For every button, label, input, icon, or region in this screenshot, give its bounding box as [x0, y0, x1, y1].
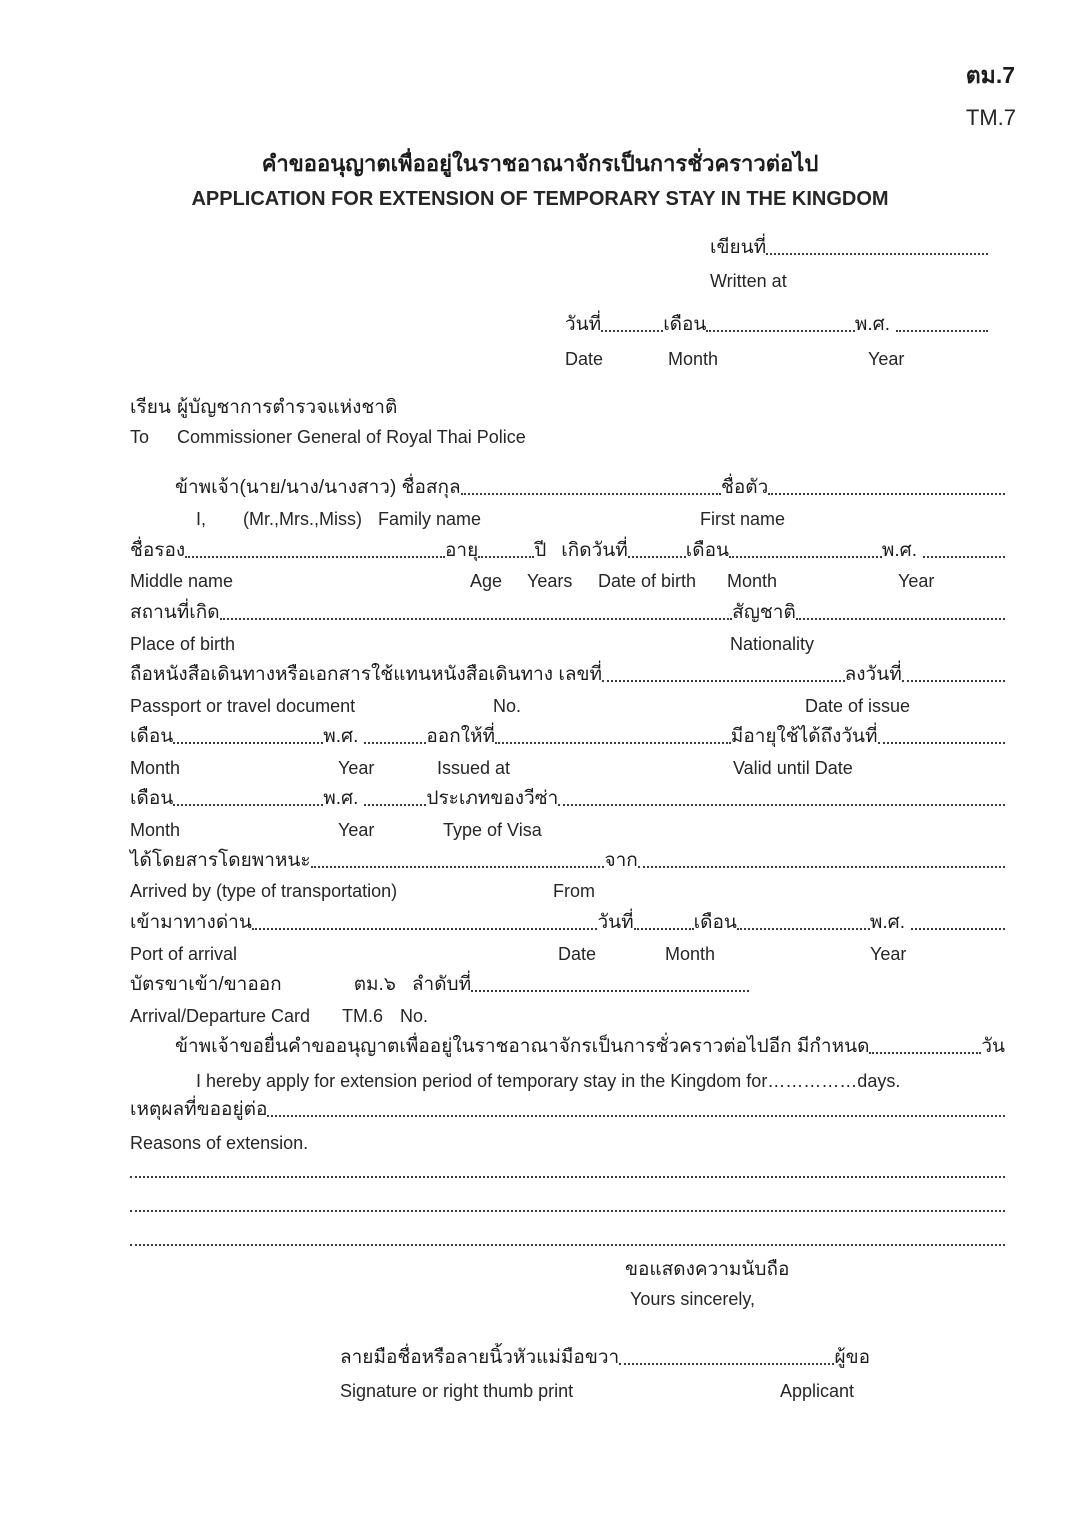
label-birth-month-en: Month [727, 571, 778, 591]
label-nationality-en: Nationality [730, 634, 815, 654]
label-years-th: ปี [534, 540, 547, 561]
label-commissioner-th: ผู้บัญชาการตำรวจแห่งชาติ [177, 397, 398, 418]
label-visa-year-th: พ.ศ. [323, 788, 359, 809]
label-reasons-th: เหตุผลที่ขออยู่ต่อ [130, 1099, 268, 1120]
middle-name-row [130, 540, 1005, 563]
label-first-name-en: First name [700, 509, 786, 529]
birth-year-field[interactable] [923, 556, 1005, 558]
label-arrived-by-th: ได้โดยสารโดยพาหนะ [130, 850, 311, 871]
label-card-no-en: No. [400, 1006, 429, 1026]
label-visa-month-th: เดือน [130, 788, 174, 809]
label-reasons-en: Reasons of extension. [130, 1133, 309, 1153]
label-family-name-en: Family name [378, 509, 482, 529]
label-passport-no-en: No. [493, 696, 522, 716]
issue-year-field[interactable] [364, 742, 426, 744]
issue-date-field[interactable] [902, 680, 1005, 682]
label-from-en: From [553, 881, 595, 901]
label-tm6-en: TM.6 [342, 1006, 384, 1026]
label-issue-month-th: เดือน [130, 726, 174, 747]
label-place-of-birth-th: สถานที่เกิด [130, 602, 220, 623]
arrival-month-field[interactable] [737, 928, 870, 930]
form-code-thai: ตม.7 [965, 62, 1015, 88]
label-arrival-year-th: พ.ศ. [869, 912, 905, 933]
birth-place-row [130, 602, 1005, 625]
label-arrival-date-en: Date [558, 944, 597, 964]
issued-at-field[interactable] [495, 742, 731, 744]
passport-no-field[interactable] [602, 680, 845, 682]
issue-month-field[interactable] [173, 742, 323, 744]
label-years-en: Years [527, 571, 573, 591]
label-i-en: I, [196, 509, 207, 529]
label-visa-type-en: Type of Visa [443, 820, 542, 840]
written-at-row [710, 237, 988, 260]
form-code-en: TM.7 [965, 105, 1016, 130]
nationality-field[interactable] [796, 618, 1005, 620]
label-issue-year-en: Year [338, 758, 375, 778]
label-signature-en: Signature or right thumb print [340, 1381, 574, 1401]
label-age-en: Age [470, 571, 503, 591]
family-name-field[interactable] [461, 493, 721, 495]
written-at-field[interactable] [766, 253, 988, 255]
label-age-th: อายุ [444, 540, 479, 561]
label-birth-year-en: Year [898, 571, 935, 591]
label-arrived-by-en: Arrived by (type of transportation) [130, 881, 398, 901]
passport-row [130, 664, 1005, 687]
label-birth-month-th: เดือน [685, 540, 730, 561]
label-issue-month-en: Month [130, 758, 181, 778]
label-arrival-month-en: Month [665, 944, 716, 964]
visa-type-field[interactable] [558, 804, 1005, 806]
label-issue-date-en: Date of issue [805, 696, 911, 716]
label-issued-at-th: ออกให้ที่ [426, 726, 496, 747]
label-visa-month-en: Month [130, 820, 181, 840]
label-visa-year-en: Year [338, 820, 375, 840]
reasons-line-3-field[interactable] [130, 1210, 1005, 1212]
label-arrival-date-th: วันที่ [597, 912, 634, 933]
apply-row [175, 1036, 1005, 1059]
date-row [565, 314, 988, 337]
label-date-en: Date [565, 349, 604, 369]
reasons-field[interactable] [267, 1115, 1005, 1117]
label-year-en: Year [868, 349, 905, 369]
arrival-year-field[interactable] [911, 928, 1005, 930]
arrival-day-field[interactable] [634, 928, 694, 930]
label-card-no-th: ลำดับที่ [411, 974, 472, 995]
from-field[interactable] [638, 866, 1005, 868]
visa-row [130, 788, 1005, 811]
reasons-line-2-field[interactable] [130, 1176, 1005, 1178]
label-commissioner-en: Commissioner General of Royal Thai Police [177, 427, 526, 447]
place-of-birth-field[interactable] [220, 618, 732, 620]
first-name-field[interactable] [768, 493, 1005, 495]
label-apply-en: I hereby apply for extension period of temporary stay in the Kingdom for……………days. [196, 1071, 901, 1091]
label-place-of-birth-en: Place of birth [130, 634, 236, 654]
port-field[interactable] [252, 928, 598, 930]
label-middle-name-th: ชื่อรอง [130, 540, 186, 561]
transport-field[interactable] [311, 866, 605, 868]
label-card-en: Arrival/Departure Card [130, 1006, 311, 1026]
age-field[interactable] [478, 556, 534, 558]
label-dob-th: เกิดวันที่ [561, 540, 628, 561]
form-title-en: APPLICATION FOR EXTENSION OF TEMPORARY STAY IN THE KINGDOM [191, 188, 889, 210]
label-month-en: Month [668, 349, 719, 369]
label-applicant-prefix-th: ข้าพเจ้า(นาย/นาง/นางสาว) ชื่อสกุล [175, 477, 461, 498]
label-nationality-th: สัญชาติ [732, 602, 796, 623]
label-valid-until-th: มีอายุใช้ได้ถึงวันที่ [730, 726, 878, 747]
label-days-th: วัน [981, 1036, 1005, 1057]
label-issue-year-th: พ.ศ. [323, 726, 359, 747]
middle-name-field[interactable] [185, 556, 445, 558]
label-month-th: เดือน [663, 314, 707, 335]
label-visa-type-th: ประเภทของวีซ่า [426, 788, 559, 809]
transport-row [130, 850, 1005, 873]
label-card-th: บัตรขาเข้า/ขาออก [130, 974, 282, 995]
label-issue-date-th: ลงวันที่ [844, 664, 902, 685]
birth-month-field[interactable] [729, 556, 882, 558]
label-date-th: วันที่ [565, 314, 602, 335]
label-dob-en: Date of birth [598, 571, 697, 591]
label-arrival-month-th: เดือน [693, 912, 737, 933]
label-from-th: จาก [604, 850, 638, 871]
date-year-field[interactable] [896, 330, 988, 332]
label-applicant-th: ผู้ขอ [834, 1347, 870, 1368]
label-signature-th: ลายมือชื่อหรือลายนิ้วหัวแม่มือขวา [340, 1347, 620, 1368]
label-passport-th: ถือหนังสือเดินทางหรือเอกสารใช้แทนหนังสือเดินทาง เลขที่ [130, 664, 602, 685]
label-written-at-en: Written at [710, 271, 787, 291]
date-month-field[interactable] [706, 330, 854, 332]
visa-year-field[interactable] [364, 804, 426, 806]
label-issued-at-en: Issued at [437, 758, 511, 778]
signature-row [340, 1347, 870, 1370]
label-middle-name-en: Middle name [130, 571, 234, 591]
label-valid-until-en: Valid until Date [733, 758, 853, 778]
date-day-field[interactable] [601, 330, 663, 332]
label-arrival-year-en: Year [870, 944, 907, 964]
issue-row [130, 726, 1005, 749]
birth-day-field[interactable] [628, 556, 686, 558]
label-applicant-en: Applicant [780, 1381, 855, 1401]
label-apply-th: ข้าพเจ้าขอยื่นคำขออนุญาตเพื่ออยู่ในราชอาณาจักรเป็นการชั่วคราวต่อไปอีก มีกำหนด [175, 1036, 870, 1057]
valid-until-field[interactable] [878, 742, 1005, 744]
label-closing-th: ขอแสดงความนับถือ [625, 1259, 790, 1280]
label-port-en: Port of arrival [130, 944, 238, 964]
visa-month-field[interactable] [173, 804, 323, 806]
label-mr-mrs-miss-en: (Mr.,Mrs.,Miss) [243, 509, 362, 529]
label-port-th: เข้ามาทางด่าน [130, 912, 252, 933]
card-no-field[interactable] [471, 990, 749, 992]
form-title-thai: คำขออนุญาตเพื่ออยู่ในราชอาณาจักรเป็นการชั่วคราวต่อไป [261, 151, 819, 176]
label-passport-en: Passport or travel document [130, 696, 356, 716]
signature-field[interactable] [619, 1363, 834, 1365]
card-row [130, 974, 749, 997]
label-first-name-th: ชื่อตัว [720, 477, 769, 498]
name-row [175, 477, 1005, 500]
extension-days-field[interactable] [869, 1052, 981, 1054]
label-to-en: To [130, 427, 150, 447]
port-row [130, 912, 1005, 935]
label-written-at-th: เขียนที่ [710, 237, 767, 258]
label-year-th: พ.ศ. [854, 314, 890, 335]
label-closing-en: Yours sincerely, [630, 1289, 756, 1309]
label-birth-year-th: พ.ศ. [881, 540, 917, 561]
reasons-line-4-field[interactable] [130, 1244, 1005, 1246]
reasons-row [130, 1099, 1005, 1122]
label-to-th: เรียน [130, 397, 171, 418]
label-tm6-th: ตม.๖ [353, 974, 396, 995]
